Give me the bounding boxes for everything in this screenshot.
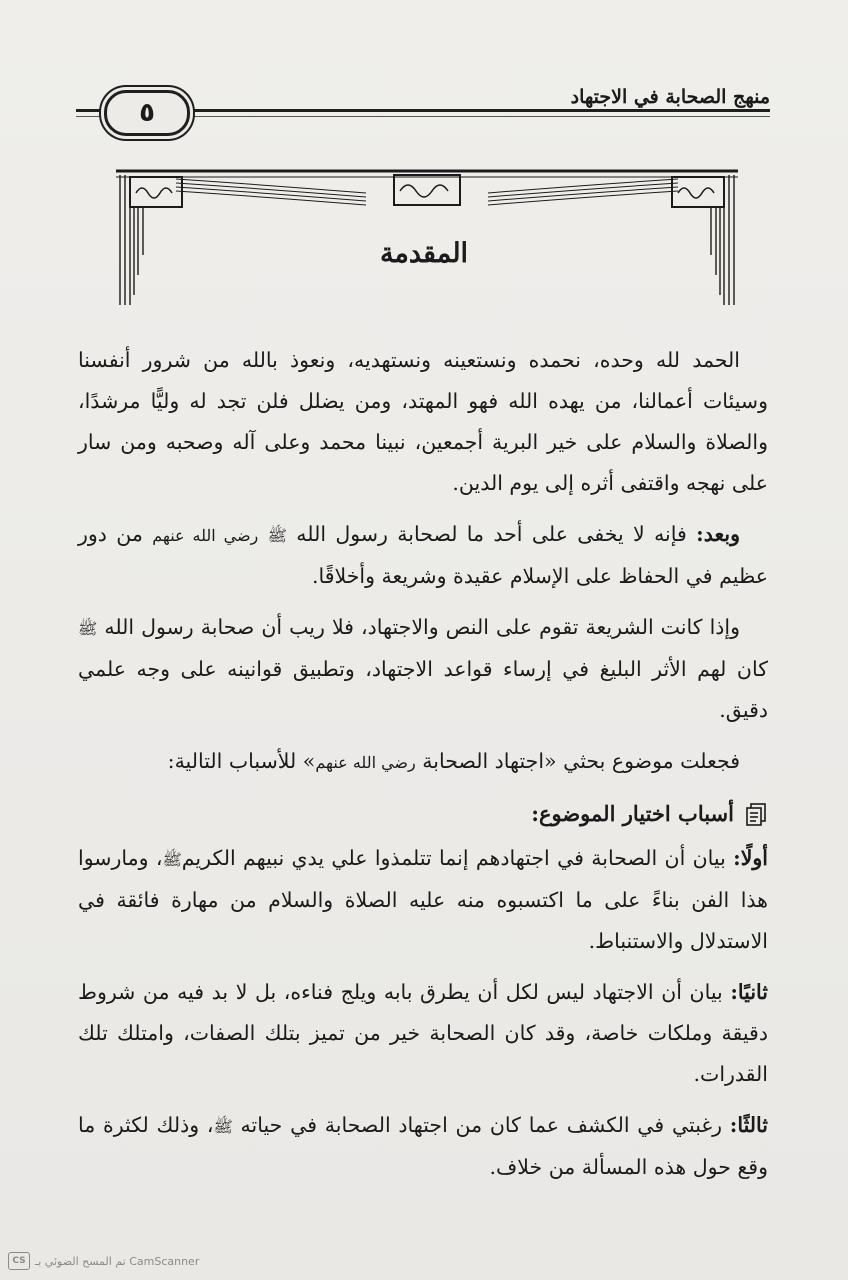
copy-pages-icon <box>742 801 768 827</box>
reason-first <box>78 838 768 962</box>
running-header-title: منهج الصحابة في الاجتهاد <box>570 86 770 108</box>
reason-lead: ثالثًا: <box>729 1113 768 1137</box>
radiyallah-mark: رضي الله عنهم <box>315 753 416 772</box>
paragraph-text <box>258 522 267 546</box>
subheading-reasons <box>78 793 768 834</box>
paragraph-topic <box>78 741 768 783</box>
scanner-watermark <box>8 1252 199 1270</box>
reason-text: رغبتي في الكشف عما كان من اجتهاد الصحابة في حياته <box>232 1113 730 1137</box>
reason-text: ، ومارسوا هذا الفن بناءً على ما اكتسبوه منه عليه الصلاة والسلام من مهارة فائقة في الاستدلال والاستنباط. <box>78 846 768 953</box>
reason-second <box>78 972 768 1095</box>
paragraph-text: وإذا كانت الشريعة تقوم على النص والاجتهاد، فلا ريب أن صحابة رسول الله <box>97 615 740 639</box>
paragraph-lead: وبعد: <box>696 522 740 546</box>
salawat-mark: ﷺ <box>213 1117 233 1136</box>
reason-third <box>78 1105 768 1188</box>
paragraph-text: فإنه لا يخفى على أحد ما لصحابة رسول الله <box>286 522 697 546</box>
salawat-mark: ﷺ <box>267 526 287 545</box>
reason-lead: أولًا: <box>733 846 768 870</box>
subheading-text: أسباب اختيار الموضوع: <box>531 801 734 826</box>
radiyallah-mark: رضي الله عنهم <box>152 526 259 545</box>
salawat-mark: ﷺ <box>78 619 98 638</box>
salawat-mark: ﷺ <box>162 850 182 869</box>
paragraph-intro: الحمد لله وحده، نحمده ونستعينه ونستهديه، ونعوذ بالله من شرور أنفسنا وسيئات أعمالنا، من يهده الله فهو المهتد، ومن يضلل فلن تجد له وليًّا مرشدًا، والصلاة والسلام على خير البرية أجمعين، نبينا محمد وعلى آله وصحبه ومن سار على نهجه واقتفى أثره إلى يوم الدين. <box>78 348 768 495</box>
paragraph-text: كان لهم الأثر البليغ في إرساء قواعد الاجتهاد، وتطبيق قوانينه على وجه علمي دقيق. <box>78 657 768 722</box>
paragraph-text: من دور عظيم في الحفاظ على الإسلام عقيدة وشريعة وأخلاقًا. <box>78 522 768 588</box>
body-text <box>78 340 768 1198</box>
page-number-badge <box>104 90 190 136</box>
paragraph-after-praise <box>78 514 768 597</box>
reason-text: بيان أن الاجتهاد ليس لكل أن يطرق بابه ويلج فناءه، بل لا بد فيه من شروط دقيقة وملكات خاصة، وقد كان الصحابة خير من تميز بتلك الصفات، وامتلك تلك القدرات. <box>78 980 768 1086</box>
reason-text: ، وذلك لكثرة ما وقع حول هذه المسألة من خلاف. <box>78 1113 768 1179</box>
page-number: ٥ <box>139 98 155 128</box>
reason-text: بيان أن الصحابة في اجتهادهم إنما تتلمذوا علي يدي نبيهم الكريم <box>181 846 734 870</box>
paragraph-text: » للأسباب التالية: <box>167 749 316 773</box>
section-title: المقدمة <box>379 238 469 269</box>
watermark-text: تم المسح الضوئي بـ CamScanner <box>35 1254 200 1268</box>
camscanner-logo-icon: CS <box>8 1252 30 1270</box>
paragraph-ijtihad <box>78 607 768 731</box>
paragraph-text: فجعلت موضوع بحثي «اجتهاد الصحابة <box>415 749 740 773</box>
reason-lead: ثانيًا: <box>730 980 768 1004</box>
